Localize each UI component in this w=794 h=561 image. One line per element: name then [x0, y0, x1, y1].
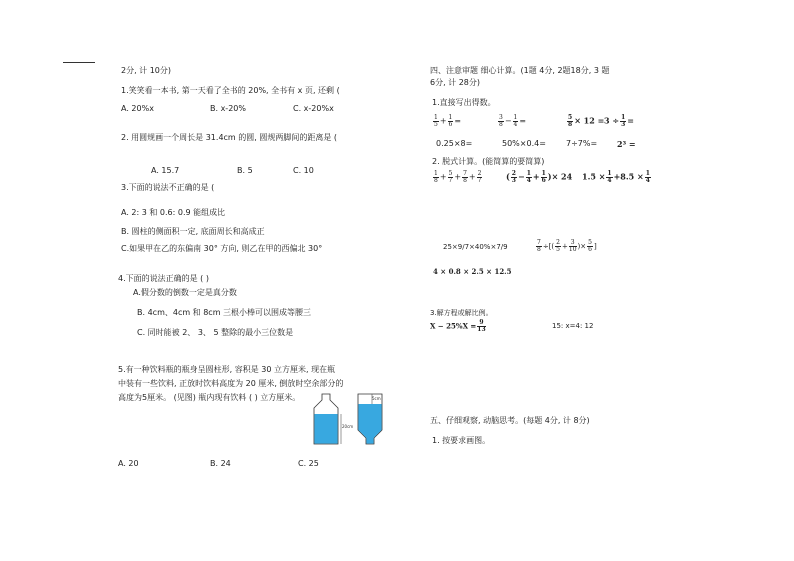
- calc-3-3: 1.5 × $\frac{1}{4}$ +8.5 × $\frac{1}{4}$: [582, 170, 650, 184]
- calc-5-1: 4 × 0.8 × 2.5 × 12.5: [433, 267, 512, 276]
- question-5-line-1: 5.有一种饮料瓶的瓶身呈圆柱形, 容积是 30 立方厘米, 现在瓶: [118, 365, 336, 374]
- q3-option-a: A. 2: 3 和 0.6: 0.9 能组成比: [121, 208, 226, 217]
- question-3-stem: 3.下面的说法不正确的是 (: [121, 183, 215, 192]
- top-rule: [63, 62, 95, 63]
- section-4-title-cont: 6分, 计 28分): [430, 78, 481, 87]
- part-1-heading: 1.直接写出得数。: [432, 98, 496, 107]
- q1-option-a: A. 20%x: [121, 104, 154, 113]
- question-1-stem: 1.笑笑看一本书, 第一天看了全书的 20%, 全书有 x 页, 还剩 (: [121, 86, 340, 95]
- bottle-figure: [310, 390, 386, 448]
- q1-option-c: C. x-20%x: [293, 104, 334, 113]
- q5-option-c: C. 25: [298, 459, 319, 468]
- section-header-tail: 2分, 计 10分): [121, 66, 172, 75]
- calc-1-3: $\frac{5}{8}$ × 12 =: [568, 114, 605, 128]
- bottle-inverted: [358, 394, 382, 444]
- section-4-title: 四、注意审题 细心计算。(1题 4分, 2题18分, 3 题: [430, 66, 610, 75]
- q2-option-c: C. 10: [293, 166, 314, 175]
- calc-3-1: $\frac{1}{8}$ + $\frac{5}{7}$ + $\frac{7}{8}$ + $\frac{2}{7}$: [434, 170, 482, 184]
- question-4-stem: 4.下面的说法正确的是 ( ): [118, 274, 209, 283]
- q5-option-b: B. 24: [210, 459, 231, 468]
- equation-1: X − 25%X = $\frac{9}{13}$: [430, 319, 486, 333]
- q2-option-b: B. 5: [237, 166, 253, 175]
- calc-2-2: 50%×0.4=: [502, 139, 546, 148]
- calc-1-4: 3 ÷ $\frac{1}{3}$ =: [604, 114, 634, 128]
- calc-2-1: 0.25×8=: [436, 139, 473, 148]
- q2-option-a: A. 15.7: [151, 166, 180, 175]
- question-2-stem: 2. 用圆规画一个周长是 31.4cm 的圆, 圆规两脚间的距离是 (: [121, 133, 338, 142]
- calc-3-2: ( $\frac{2}{3}$ − $\frac{1}{4}$ + $\frac{1}{6}$ )× 24: [506, 170, 573, 184]
- q3-option-c: C.如果甲在乙的东偏南 30° 方向, 则乙在甲的西偏北 30°: [121, 244, 323, 253]
- q4-option-c: C. 同时能被 2、 3、 5 整除的最小三位数是: [137, 328, 294, 337]
- q3-option-b: B. 圆柱的侧面积一定, 底面周长和高成正: [121, 227, 265, 236]
- question-5-line-3: 高度为5厘米。 (见图) 瓶内现有饮料 ( ) 立方厘米。: [118, 393, 301, 402]
- part-2-heading: 2. 脱式计算。(能简算的要简算): [432, 157, 545, 166]
- q5-option-a: A. 20: [118, 459, 139, 468]
- section-5-title: 五、仔细观察, 动脑思考。(每题 4分, 计 8分): [430, 416, 590, 425]
- calc-1-1: $\frac{1}{5}$ + $\frac{1}{6}$ =: [434, 114, 462, 128]
- calc-4-1: 25×9/7×40%×7/9: [443, 243, 508, 251]
- calc-2-3: 7÷7%=: [566, 139, 598, 148]
- q4-option-b: B. 4cm、4cm 和 8cm 三根小棒可以围成等腰三: [137, 308, 312, 317]
- calc-1-2: $\frac{3}{8}$ − $\frac{1}{4}$ =: [499, 114, 527, 128]
- part-5-1-heading: 1. 按要求画图。: [432, 436, 491, 445]
- calc-2-4: 2³ =: [617, 139, 636, 149]
- calc-4-2: $\frac{7}{8}$ ÷[( $\frac{2}{5}$ + $\frac{3}{10}$ )× $\frac{5}{6}$ ]: [537, 239, 597, 253]
- q1-option-b: B. x-20%: [210, 104, 246, 113]
- q4-option-a: A.假分数的倒数一定是真分数: [133, 288, 237, 297]
- fig-label-right: 5cm: [372, 396, 381, 401]
- part-3-heading: 3.解方程或解比例。: [430, 309, 493, 317]
- question-5-line-2: 中装有一些饮料, 正放时饮料高度为 20 厘米, 倒放时空余部分的: [118, 379, 344, 388]
- bottle-upright: [314, 394, 353, 444]
- equation-2: 15: x=4: 12: [552, 322, 594, 330]
- fig-label-left: 20cm: [342, 424, 354, 429]
